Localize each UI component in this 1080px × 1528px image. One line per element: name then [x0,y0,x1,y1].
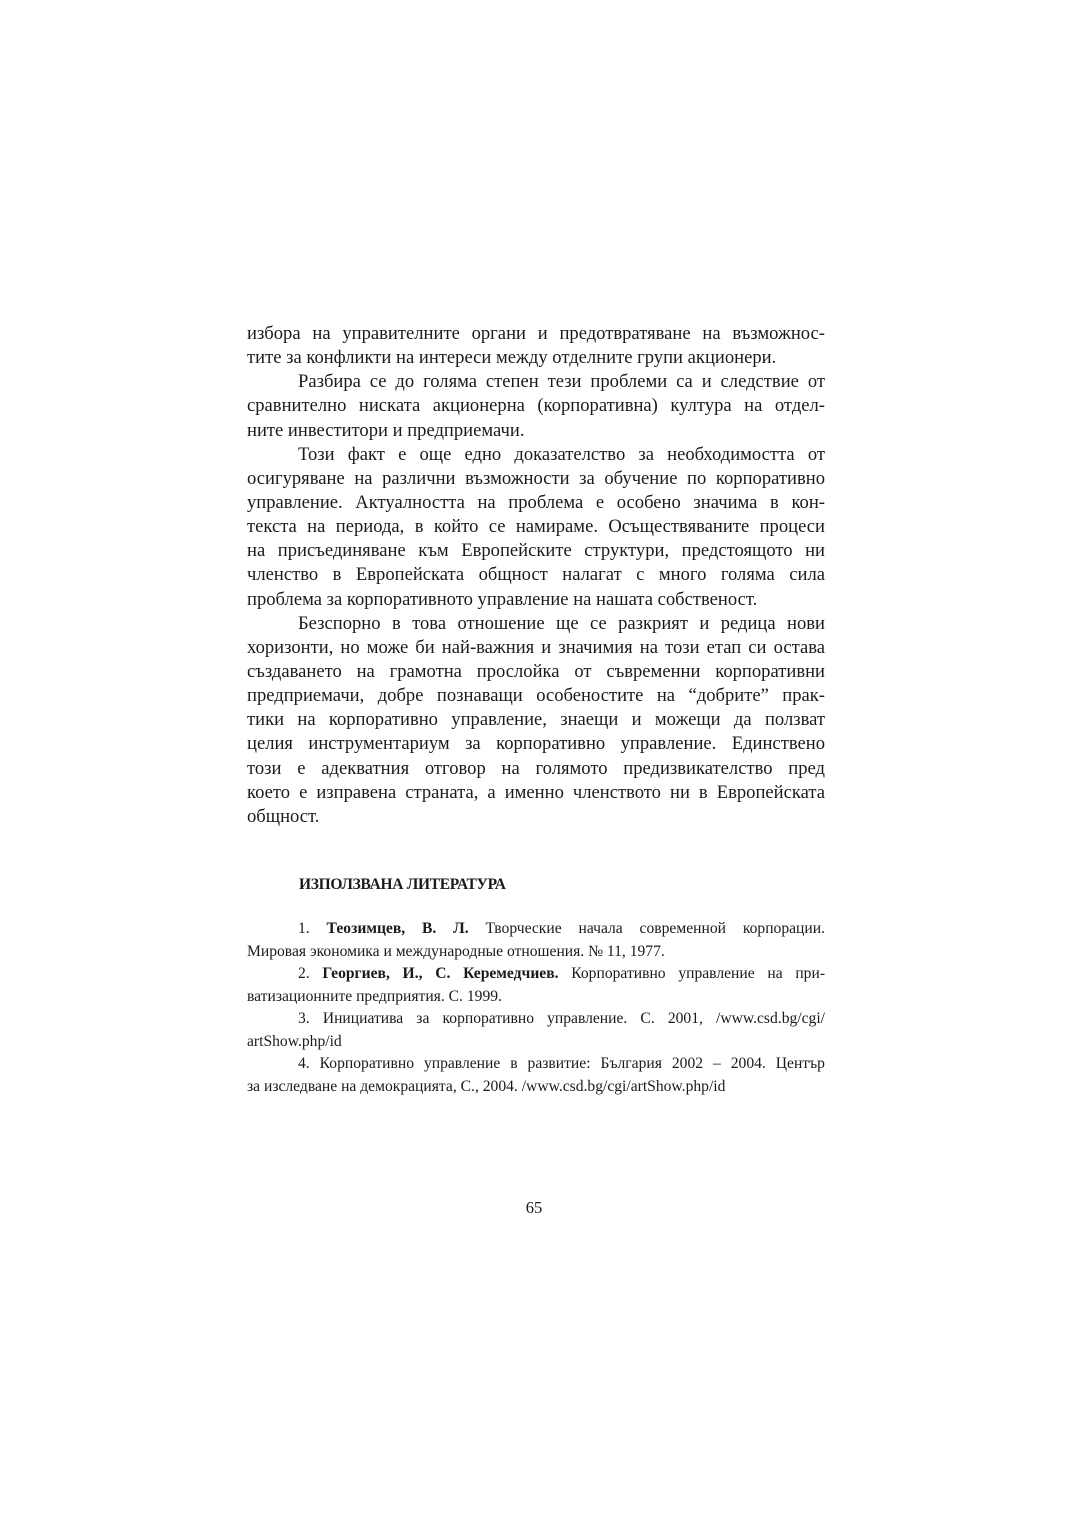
references-list [247,918,825,1098]
reference-title: Творческие начала современной корпорации. [485,920,825,937]
reference-line-2: за изследване на демокрацията, С., 2004. /www.csd.bg/cgi/artShow.php/id [247,1077,726,1095]
body-line: избора на управителните органи и предотвратяване на възможнос- [247,323,825,344]
body-line: този е адекватния отговор на голямото предизвикателство пред [247,757,825,779]
references-heading: ИЗПОЛЗВАНА ЛИТЕРАТУРА [299,876,506,893]
body-line: текста на периода, в който се намираме. Осъществяваните процеси [247,516,825,538]
body-line: хоризонти, но може би най-важния и значимия на този етап си остава [247,636,825,658]
body-line: сравнително ниската акционерна (корпоративна) култура на отдел- [247,395,825,417]
body-line: създаването на грамотна прослойка от съвременни корпоративни [247,660,825,682]
reference-number: 1. [298,920,310,937]
reference-title: Инициатива за корпоративно управление. С. 2001, /www.csd.bg/cgi/ [322,1010,825,1027]
reference-line-1 [247,963,825,986]
body-line: предприемачи, добре познаващи особеностите на “добрите” прак- [247,685,825,707]
body-line: Този факт е още едно доказателство за необходимостта от [298,443,825,465]
reference-item [247,1008,825,1053]
reference-line-2: Мировая экономика и международные отношения. № 11, 1977. [247,942,665,960]
reference-author: Теозимцев, В. Л. [326,920,469,937]
reference-line-1 [247,918,825,941]
reference-item [247,918,825,963]
body-line: ните инвеститори и предприемачи. [247,419,525,441]
body-line: Разбира се до голяма степен тези проблеми са и следствие от [298,371,825,393]
reference-line-1 [247,1008,825,1031]
body-line: което е изправена страната, а именно членството ни в Европейската [247,781,825,803]
reference-number: 2. [298,965,310,982]
body-line: тите за конфликти на интереси между отделните групи акционери. [247,347,777,369]
reference-title: Корпоративно управление на при- [571,965,826,982]
reference-line-1 [247,1053,825,1076]
body-line: на присъединяване към Европейските структури, предстоящото ни [247,540,825,562]
reference-line-2: artShow.php/id [247,1032,342,1050]
reference-number: 3. [298,1010,310,1027]
reference-number: 4. [298,1055,310,1072]
body-line: целия инструментариум за корпоративно управление. Единствено [247,733,825,755]
body-line: управление. Актуалността на проблема е особено значима в кон- [247,491,825,513]
reference-title: Корпоративно управление в развитие: България 2002 – 2004. Център [319,1055,825,1072]
body-line: общност. [247,805,320,827]
body-line: проблема за корпоративното управление на нашата собственост. [247,588,758,610]
body-line: осигуряване на различни възможности за обучение по корпоративно [247,467,825,489]
page-number: 65 [525,1198,543,1217]
body-text [247,322,825,829]
reference-item [247,963,825,1008]
body-line: членство в Европейската общност налагат с много голяма сила [247,564,825,586]
body-line: Безспорно в това отношение ще се разкрият и редица нови [298,612,825,634]
reference-line-2: ватизационните предприятия. С. 1999. [247,987,502,1005]
reference-author: Георгиев, И., С. Керемедчиев. [322,965,559,982]
reference-item [247,1053,825,1098]
body-line: тики на корпоративно управление, знаещи и можещи да ползват [247,709,825,731]
